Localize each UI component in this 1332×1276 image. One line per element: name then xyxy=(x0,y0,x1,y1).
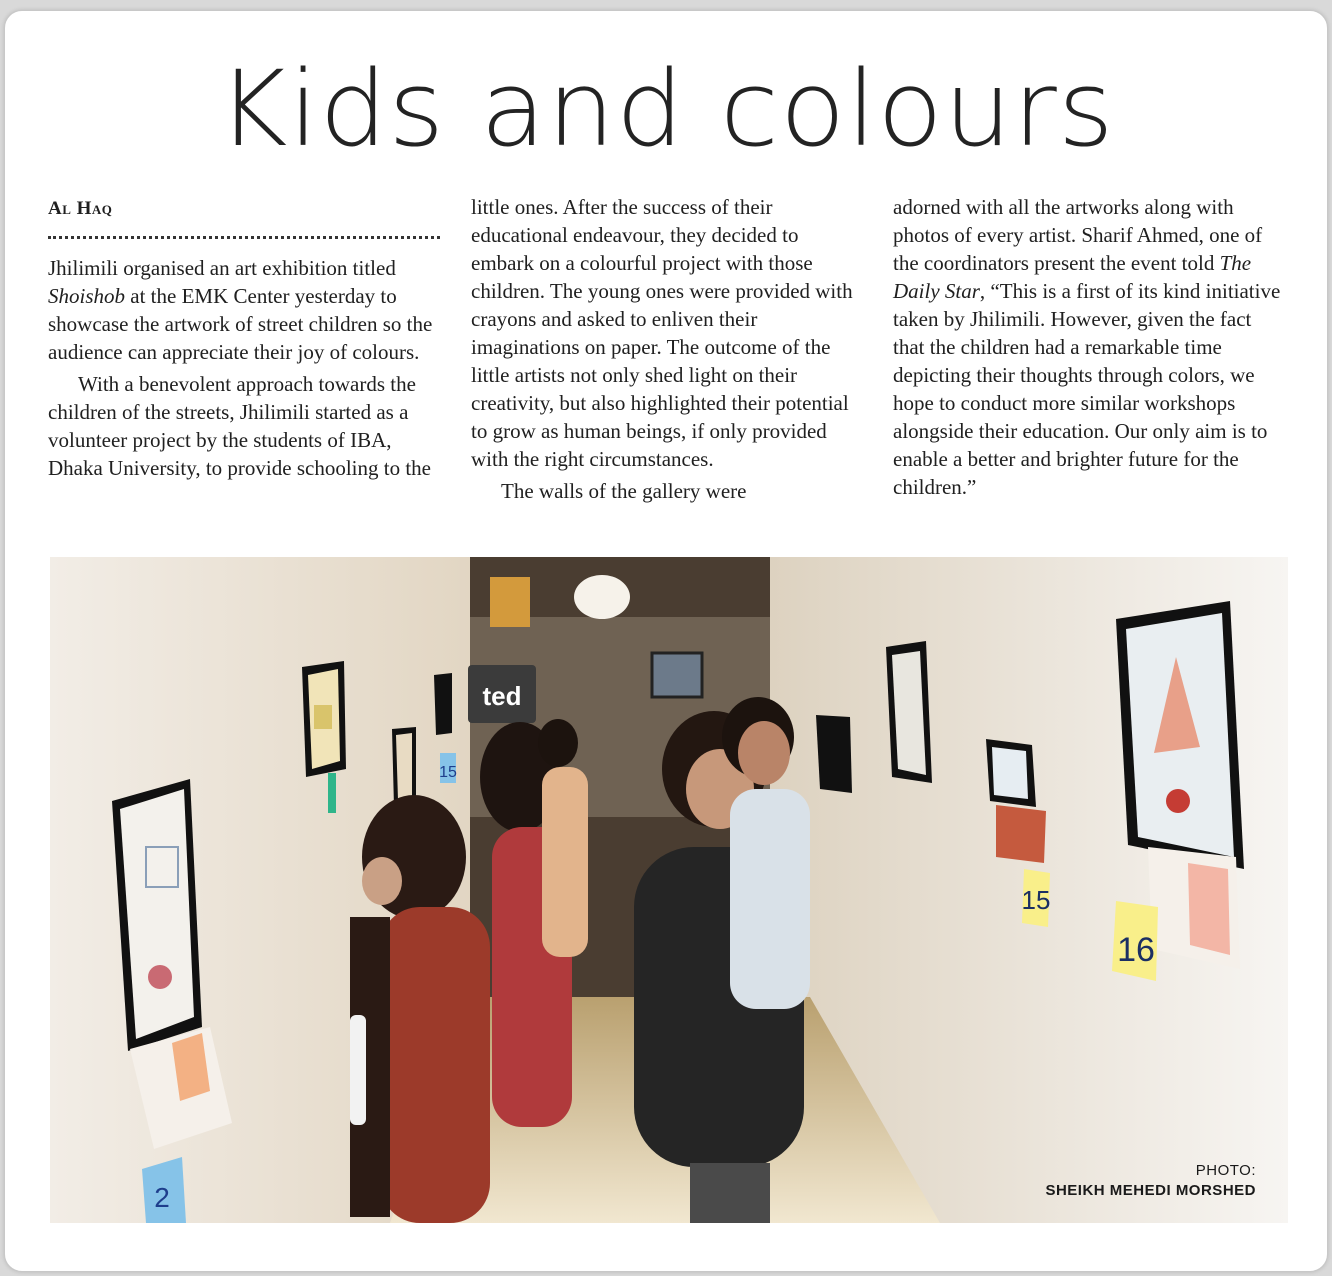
artwork-frame xyxy=(986,739,1036,807)
artwork-frame xyxy=(1116,601,1244,869)
svg-text:15: 15 xyxy=(439,764,457,781)
paragraph-4: The walls of the gallery were xyxy=(501,479,747,503)
column-2 xyxy=(471,193,866,505)
photo-credit xyxy=(1045,1161,1256,1201)
column-1 xyxy=(48,254,448,482)
ceiling-light xyxy=(490,577,530,627)
paragraph-5: adorned with all the artworks along with photos of every artist. Sharif Ahmed, one of the coordinators present the event told The Daily Star, “This is a first of its kind initiative taken by Jhilimili. However, given the fact that the children had a remarkable time depicting their thoughts through colors, we hope to conduct more similar workshops alongside their education. Our only aim is to enable a better and brighter future for the children.” xyxy=(893,195,1281,499)
group-photo-frame xyxy=(652,653,702,697)
artwork-frame xyxy=(302,661,346,777)
paragraph-2: With a benevolent approach towards the children of the streets, Jhilimili started as a volunteer project by the students of IBA, Dhaka University, to provide schooling to the xyxy=(48,372,431,480)
gallery-illustration xyxy=(50,557,1288,1223)
artwork-frame xyxy=(112,779,202,1051)
photo-credit-label: PHOTO: xyxy=(1195,1162,1256,1179)
ted-sign-text: ted xyxy=(482,681,522,711)
photo-credit-name: SHEIKH MEHEDI MORSHED xyxy=(1045,1182,1256,1199)
artwork-frame xyxy=(816,715,852,793)
svg-text:2: 2 xyxy=(154,1182,170,1213)
artist-photo-card xyxy=(996,805,1046,863)
headline: Kids and colours xyxy=(217,48,1115,170)
tag-ribbon xyxy=(328,773,336,813)
gallery-photo xyxy=(50,557,1288,1223)
artwork-frame xyxy=(886,641,932,783)
byline: Al Haq xyxy=(48,198,113,219)
italic-title: The Daily Star xyxy=(893,251,1252,303)
paragraph-3: little ones. After the success of their educational endeavour, they decided to embark on a colourful project with those children. The young ones were provided with crayons and asked to enliven their imaginations on paper. The outcome of the little artists not only shed light on their creativity, but also highlighted their potential to grow as human beings, if only provided with the right circumstances. xyxy=(471,195,853,471)
column-3 xyxy=(893,193,1288,501)
svg-text:16: 16 xyxy=(1117,931,1155,969)
artwork-frame xyxy=(434,673,452,735)
artwork-frame xyxy=(392,727,416,807)
pendant-lamp xyxy=(574,575,630,619)
rolled-paper xyxy=(350,1015,366,1125)
paragraph-1: Jhilimili organised an art exhibition titled Shoishob at the EMK Center yesterday to showcase the artwork of street children so the audience can appreciate their joy of colours. xyxy=(48,256,433,364)
dotted-divider xyxy=(48,236,440,240)
svg-text:15: 15 xyxy=(1021,885,1051,915)
italic-title: Shoishob xyxy=(48,284,126,308)
